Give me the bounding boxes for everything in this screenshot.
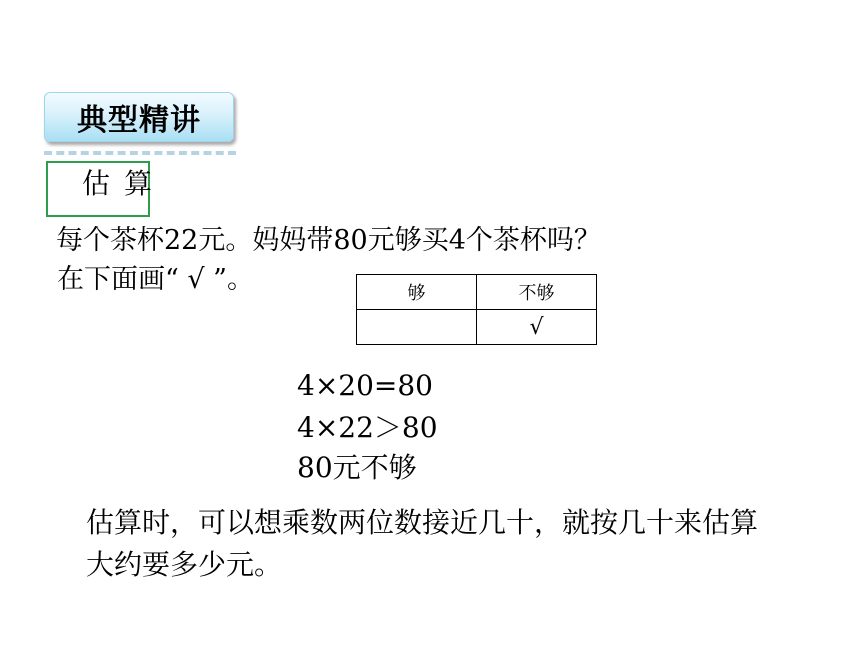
estimation-label: 估算	[82, 167, 167, 200]
answer-cell-enough[interactable]	[357, 310, 477, 345]
header-dashed-divider	[44, 151, 236, 155]
tip-text: 估算时，可以想乘数两位数接近几十，就按几十来估算大约要多少元。	[86, 506, 759, 581]
section-header-tab	[44, 92, 234, 142]
problem-question: 每个茶杯22元。妈妈带80元够买4个茶杯吗？	[56, 225, 601, 256]
header-cell-enough: 够	[357, 275, 477, 310]
calc-line-1: 4×20=80	[297, 369, 433, 402]
header-title: 典型精讲	[77, 103, 201, 138]
answer-cell-not-enough[interactable]: √	[477, 310, 597, 345]
answer-table	[356, 274, 597, 345]
calc-line-3: 80元不够	[297, 451, 417, 484]
problem-instruction: 在下面画“ √ ”。	[57, 264, 254, 295]
calc-line-2: 4×22＞80	[297, 411, 438, 444]
header-cell-not-enough: 不够	[477, 275, 597, 310]
